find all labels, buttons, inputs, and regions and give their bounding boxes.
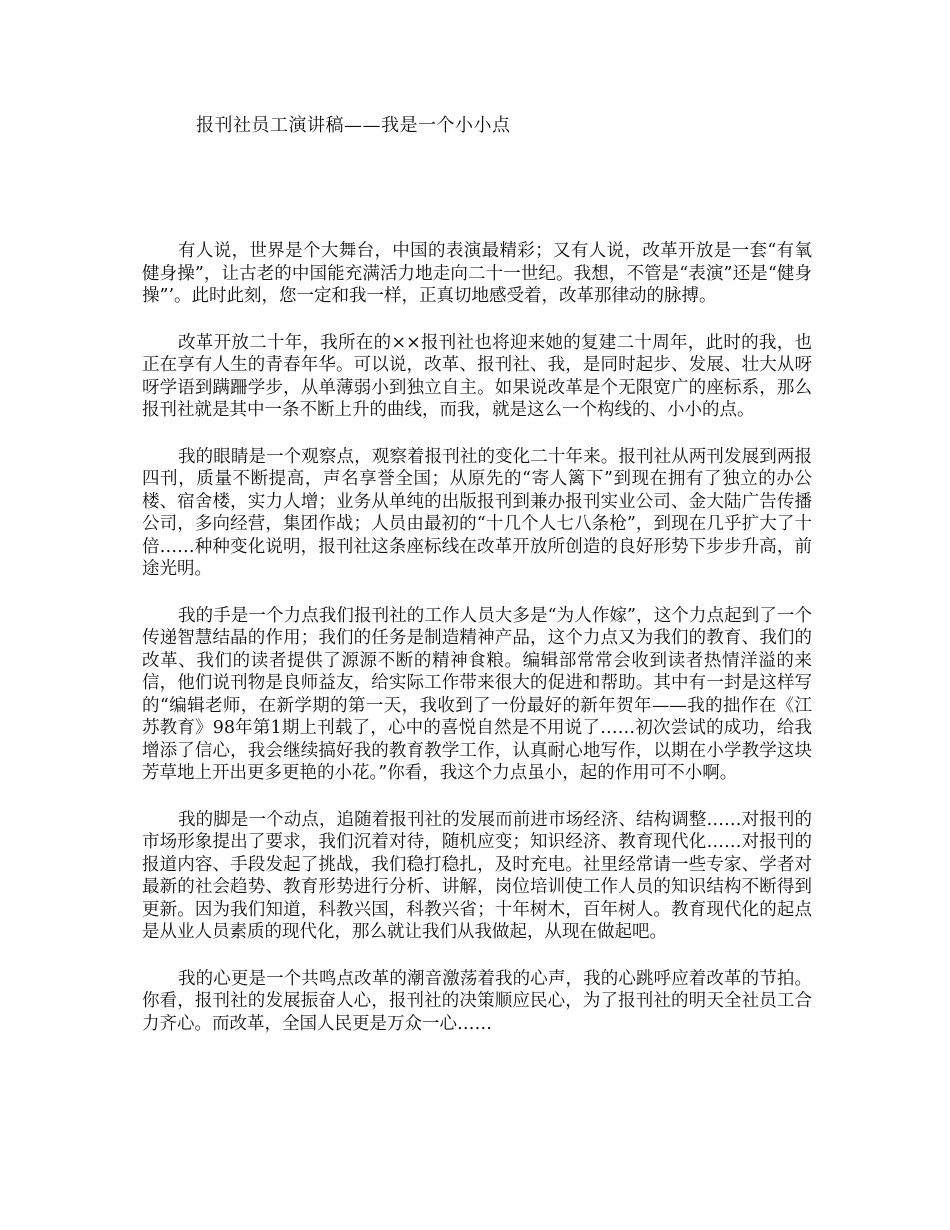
document-body bbox=[142, 240, 812, 1059]
paragraph-1: 有人说，世界是个大舞台，中国的表演最精彩；又有人说，改革开放是一套“有氧健身操”，让古老的中国能充满活力地走向二十一世纪。我想，不管是“表演”还是“健身操”’。此时此刻，您一定和我一样，正真切地感受着，改革那律动的脉搏。 bbox=[142, 241, 812, 306]
paragraph-2: 改革开放二十年，我所在的××报刊社也将迎来她的复建二十周年，此时的我，也正在享有人生的青春年华。可以说，改革、报刊社、我，是同时起步、发展、壮大从呀呀学语到蹒跚学步，从单薄弱小到独立自主。如果说改革是个无限宽广的座标系，那么报刊社就是其中一条不断上升的曲线，而我，就是这么一个构线的、小小的点。 bbox=[142, 332, 812, 420]
document-title: 报刊社员工演讲稿——我是一个小小点 bbox=[196, 115, 511, 136]
paragraph-6: 我的心更是一个共鸣点改革的潮音激荡着我的心声，我的心跳呼应着改革的节拍。你看，报刊社的发展振奋人心，报刊社的决策顺应民心，为了报刊社的明天全社员工合力齐心。而改革，全国人民更是万众一心…… bbox=[142, 968, 812, 1034]
paragraph-5: 我的脚是一个动点，追随着报刊社的发展而前进市场经济、结构调整……对报刊的市场形象提出了要求，我们沉着对待，随机应变；知识经济、教育现代化……对报刊的报道内容、手段发起了挑战，我们稳打稳扎，及时充电。社里经常请一些专家、学者对最新的社会趋势、教育形势进行分析、讲解，岗位培训使工作人员的知识结构不断得到更新。因为我们知道，科教兴国，科教兴省；十年树木，百年树人。教育现代化的起点是从业人员素质的现代化，那么就让我们从我做起，从现在做起吧。 bbox=[142, 809, 812, 942]
paragraph-3: 我的眼睛是一个观察点，观察着报刊社的变化二十年来。报刊社从两刊发展到两报四刊，质量不断提高，声名享誉全国；从原先的“寄人篱下”到现在拥有了独立的办公楼、宿舍楼，实力人增；业务从单纯的出版报刊到兼办报刊实业公司、金大陆广告传播公司，多向经营，集团作战；人员由最初的“十几个人七八条枪”，到现在几乎扩大了十倍……种种变化说明，报刊社这条座标线在改革开放所创造的良好形势下步步升高，前途光明。 bbox=[142, 446, 812, 579]
paragraph-4: 我的手是一个力点我们报刊社的工作人员大多是“为人作嫁”，这个力点起到了一个传递智慧结晶的作用；我们的任务是制造精神产品，这个力点又为我们的教育、我们的改革、我们的读者提供了源源不断的精神食粮。编辑部常常会收到读者热情洋溢的来信，他们说刊物是良师益友，给实际工作带来很大的促进和帮助。其中有一封是这样写的“编辑老师，在新学期的第一天，我收到了一份最好的新年贺年——我的拙作在《江苏教育》98年第1期上刊载了，心中的喜悦自然是不用说了……初次尝试的成功，给我增添了信心，我会继续搞好我的教育教学工作，认真耐心地写作，以期在小学教学这块芳草地上开出更多更艳的小花。”你看，我这个力点虽小，起的作用可不小啊。 bbox=[142, 605, 812, 783]
